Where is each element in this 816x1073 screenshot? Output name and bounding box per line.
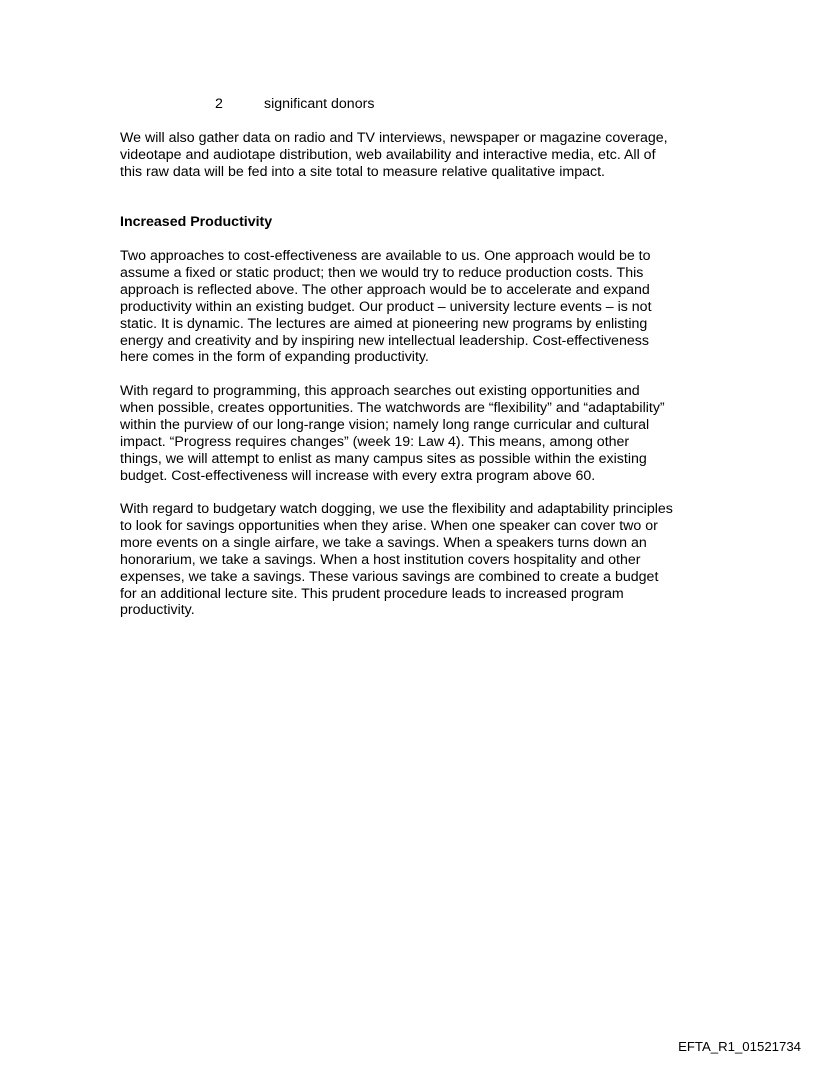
paragraph-line: assume a fixed or static product; then we would try to reduce production costs. This (120, 264, 644, 281)
paragraph-line: With regard to budgetary watch dogging, we use the flexibility and adaptability principles (120, 501, 673, 517)
paragraph-line: productivity. (120, 602, 195, 619)
paragraph-line: With regard to programming, this approach searches out existing opportunities and (120, 383, 640, 399)
section-heading: Increased Productivity (120, 214, 273, 230)
paragraph-line: when possible, creates opportunities. The watchwords are “flexibility” and “adaptability” (120, 399, 665, 416)
paragraph-line: productivity within an existing budget. Our product – university lecture events – is not (120, 298, 652, 315)
paragraph-line: static. It is dynamic. The lectures are aimed at pioneering new programs by enlisting (120, 315, 648, 332)
paragraph-line: budget. Cost-effectiveness will increase with every extra program above 60. (120, 467, 596, 484)
paragraph-line: more events on a single airfare, we take a savings. When a speakers turns down an (120, 534, 647, 551)
list-item (0, 96, 816, 114)
paragraph-line: things, we will attempt to enlist as many campus sites as possible within the existing (120, 450, 647, 467)
paragraph-programming (120, 383, 720, 484)
paragraph-line: expenses, we take a savings. These various savings are combined to create a budget (120, 568, 659, 585)
paragraph-line: within the purview of our long-range vision; namely long range curricular and cultural (120, 416, 650, 433)
paragraph-line: this raw data will be fed into a site total to measure relative qualitative impact. (120, 163, 605, 180)
paragraph-line: energy and creativity and by inspiring new intellectual leadership. Cost-effectiveness (120, 332, 649, 349)
paragraph-line: Two approaches to cost-effectiveness are available to us. One approach would be to (120, 248, 651, 264)
paragraph-media-data (120, 130, 720, 181)
paragraph-cost-effectiveness (120, 248, 720, 366)
list-item-text: significant donors (264, 96, 375, 112)
paragraph-line: impact. “Progress requires changes” (week 19: Law 4). This means, among other (120, 433, 630, 450)
paragraph-line: here comes in the form of expanding productivity. (120, 349, 429, 366)
paragraph-line: We will also gather data on radio and TV interviews, newspaper or magazine coverage, (120, 130, 668, 146)
paragraph-budgetary (120, 501, 720, 619)
document-id: EFTA_R1_01521734 (678, 1039, 801, 1055)
paragraph-line: videotape and audiotape distribution, web availability and interactive media, etc. All of (120, 146, 656, 163)
list-item-number: 2 (215, 96, 223, 112)
paragraph-line: honorarium, we take a savings. When a host institution covers hospitality and other (120, 551, 641, 568)
paragraph-line: to look for savings opportunities when they arise. When one speaker can cover two or (120, 517, 658, 534)
paragraph-line: approach is reflected above. The other approach would be to accelerate and expand (120, 281, 650, 298)
paragraph-line: for an additional lecture site. This prudent procedure leads to increased program (120, 585, 624, 602)
